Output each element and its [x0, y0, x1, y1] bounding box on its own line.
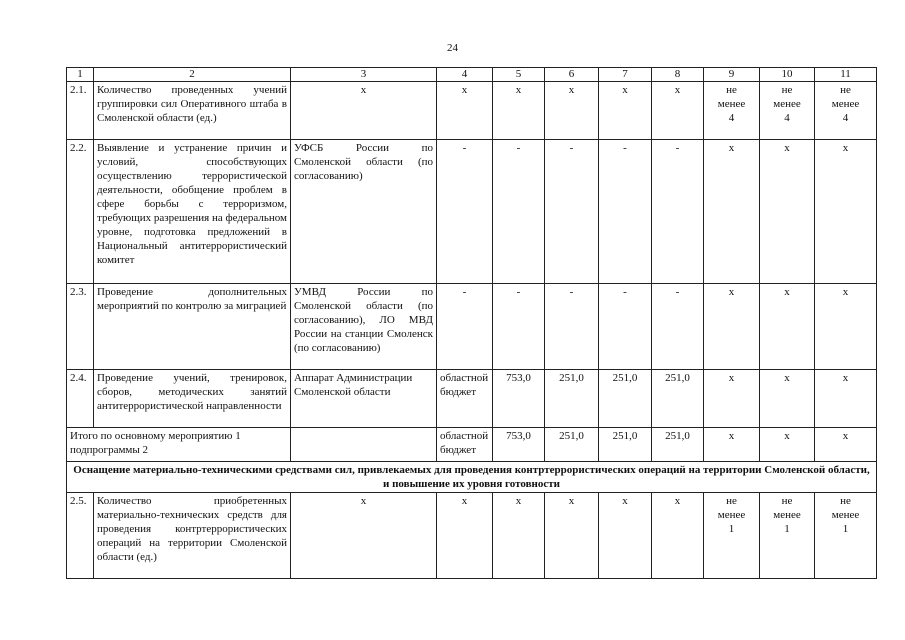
- executor-cell: УФСБ России по Смоленской области (по согласованию): [291, 140, 437, 284]
- executor-cell: УМВД России по Смоленской области (по согласованию), ЛО МВД России на станции Смоленск (по согласованию): [291, 284, 437, 370]
- activity-name: Выявление и устранение причин и условий, способствующих осуществлению террористической деятельности, обобщение проблем в сфере борьбы с терроризмом, требующих разрешения на федеральном уровне, подготовка предложений в Национальный антитеррористический комитет: [94, 140, 291, 284]
- target-value-cell: не менее 4: [815, 82, 877, 140]
- table-row: [67, 82, 877, 140]
- value-cell: -: [652, 140, 704, 284]
- column-header: 3: [291, 68, 437, 82]
- value-cell: x: [652, 82, 704, 140]
- row-number: 2.2.: [67, 140, 94, 284]
- column-header: 6: [545, 68, 599, 82]
- row-number: 2.1.: [67, 82, 94, 140]
- value-cell: -: [599, 284, 652, 370]
- table-row: [67, 370, 877, 428]
- value-cell: x: [545, 82, 599, 140]
- target-value-cell: не менее 1: [704, 493, 760, 579]
- section-title: Оснащение материально-техническими средствами сил, привлекаемых для проведения контртеррористических операций на территории Смоленской области, и повышение их уровня готовности: [67, 462, 877, 493]
- value-cell: 753,0: [493, 428, 545, 462]
- value-cell: -: [545, 140, 599, 284]
- row-number: 2.5.: [67, 493, 94, 579]
- activity-name: Количество приобретенных материально-технических средств для проведения контртеррористических операций на территории Смоленской области (ед.): [94, 493, 291, 579]
- column-header: 10: [760, 68, 815, 82]
- column-number-row: [67, 68, 877, 82]
- value-cell: -: [493, 284, 545, 370]
- page-number: 24: [447, 42, 458, 54]
- column-header: 9: [704, 68, 760, 82]
- value-cell: x: [493, 82, 545, 140]
- table-row: [67, 284, 877, 370]
- table-row: [67, 140, 877, 284]
- value-cell: x: [815, 284, 877, 370]
- value-cell: -: [545, 284, 599, 370]
- value-cell: 251,0: [599, 370, 652, 428]
- funding-source-cell: областной бюджет: [437, 370, 493, 428]
- value-cell: x: [704, 370, 760, 428]
- value-cell: x: [704, 140, 760, 284]
- value-cell: x: [815, 140, 877, 284]
- value-cell: x: [815, 370, 877, 428]
- funding-source-cell: областной бюджет: [437, 428, 493, 462]
- target-value-cell: не менее 1: [815, 493, 877, 579]
- value-cell: 251,0: [545, 370, 599, 428]
- executor-cell: Аппарат Администрации Смоленской области: [291, 370, 437, 428]
- funding-source-cell: x: [437, 82, 493, 140]
- column-header: 8: [652, 68, 704, 82]
- column-header: 4: [437, 68, 493, 82]
- row-number: 2.3.: [67, 284, 94, 370]
- section-heading-row: [67, 462, 877, 493]
- column-header: 11: [815, 68, 877, 82]
- total-row: [67, 428, 877, 462]
- value-cell: x: [704, 284, 760, 370]
- value-cell: x: [704, 428, 760, 462]
- program-table: [66, 67, 877, 579]
- value-cell: x: [760, 370, 815, 428]
- value-cell: x: [493, 493, 545, 579]
- value-cell: 251,0: [545, 428, 599, 462]
- value-cell: x: [815, 428, 877, 462]
- column-header: 1: [67, 68, 94, 82]
- target-value-cell: не менее 1: [760, 493, 815, 579]
- executor-cell: x: [291, 82, 437, 140]
- value-cell: -: [493, 140, 545, 284]
- executor-cell: x: [291, 493, 437, 579]
- value-cell: 251,0: [652, 370, 704, 428]
- value-cell: x: [760, 428, 815, 462]
- column-header: 7: [599, 68, 652, 82]
- funding-source-cell: -: [437, 284, 493, 370]
- target-value-cell: не менее 4: [704, 82, 760, 140]
- value-cell: -: [599, 140, 652, 284]
- column-header: 5: [493, 68, 545, 82]
- activity-name: Проведение дополнительных мероприятий по контролю за миграцией: [94, 284, 291, 370]
- value-cell: x: [652, 493, 704, 579]
- activity-name: Проведение учений, тренировок, сборов, методических занятий антитеррористической направленности: [94, 370, 291, 428]
- value-cell: x: [760, 140, 815, 284]
- funding-source-cell: x: [437, 493, 493, 579]
- value-cell: 251,0: [599, 428, 652, 462]
- column-header: 2: [94, 68, 291, 82]
- value-cell: x: [545, 493, 599, 579]
- value-cell: 251,0: [652, 428, 704, 462]
- total-label: Итого по основному мероприятию 1 подпрограммы 2: [67, 428, 291, 462]
- activity-name: Количество проведенных учений группировки сил Оперативного штаба в Смоленской области (ед.): [94, 82, 291, 140]
- value-cell: x: [760, 284, 815, 370]
- target-value-cell: не менее 4: [760, 82, 815, 140]
- value-cell: x: [599, 82, 652, 140]
- table-row: [67, 493, 877, 579]
- funding-source-cell: -: [437, 140, 493, 284]
- executor-cell: [291, 428, 437, 462]
- value-cell: x: [599, 493, 652, 579]
- value-cell: 753,0: [493, 370, 545, 428]
- value-cell: -: [652, 284, 704, 370]
- row-number: 2.4.: [67, 370, 94, 428]
